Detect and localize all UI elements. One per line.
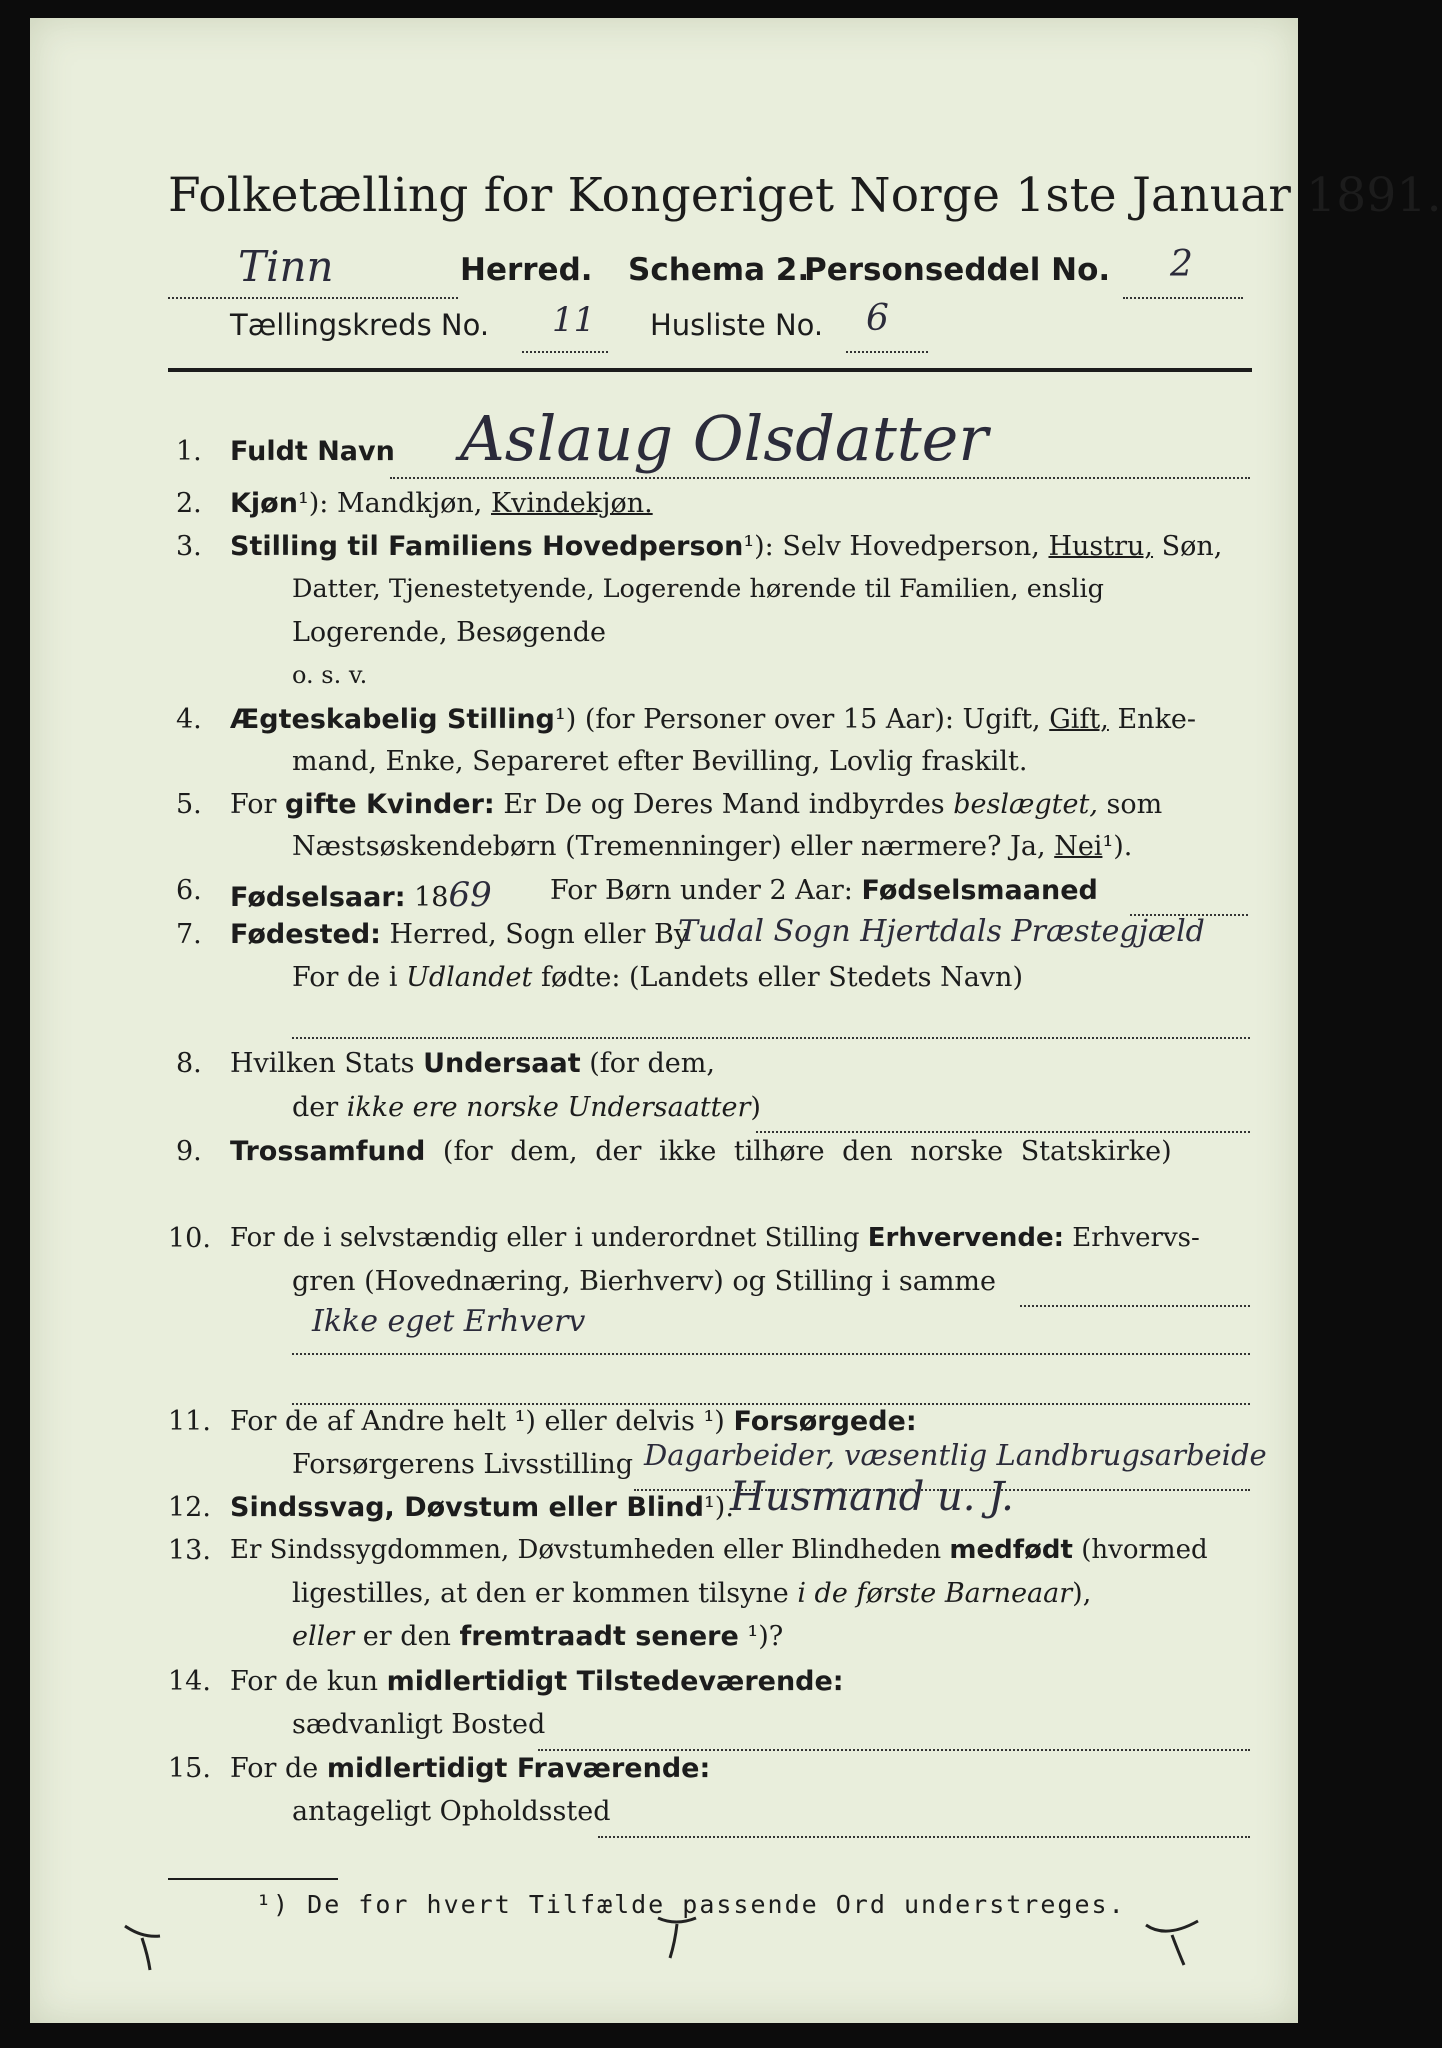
q15-number: 15. (168, 1753, 211, 1784)
q12-value: Husmand u. J. (730, 1474, 1014, 1520)
q9-number: 9. (176, 1136, 202, 1167)
q11-provider-value: Dagarbeider, væsentlig Landbrugsarbeide (644, 1438, 1267, 1472)
q13-number: 13. (168, 1535, 211, 1566)
q13-childhood: i de første Barneaar (797, 1578, 1073, 1609)
q5-pre: For (230, 789, 277, 820)
q5-related: beslægtet, (953, 789, 1098, 820)
q8-line-1 (230, 1048, 715, 1079)
q13-line-3 (292, 1621, 783, 1652)
census-form-page (30, 18, 1442, 2023)
husliste-label: Husliste No. (650, 308, 824, 342)
q11-label: Forsørgede: (733, 1406, 917, 1437)
q4-option-married: Gift, (1049, 704, 1109, 735)
q15-line-2: antageligt Opholdssted (292, 1796, 611, 1827)
q3-line-3: Logerende, Besøgende (292, 617, 606, 648)
q3-label: Stilling til Familiens Hovedperson (230, 531, 744, 562)
q15-label: midlertidigt Fraværende: (326, 1753, 711, 1784)
q4-rest-a: ¹) (for Personer over 15 Aar): Ugift, (554, 704, 1041, 735)
q11-number: 11. (168, 1406, 211, 1437)
q14-label: midlertidigt Tilstedeværende: (386, 1666, 844, 1697)
header-line-1 (168, 242, 1248, 294)
herred-label: Herred. (460, 252, 593, 288)
q3-line-4: o. s. v. (292, 661, 368, 689)
q3-line-2: Datter, Tjenestetyende, Logerende hørende til Familien, enslig (292, 574, 1104, 604)
q8-text-c: (for dem, (589, 1048, 715, 1079)
q13-sup: ¹)? (747, 1621, 784, 1652)
q2-label: Kjøn (230, 488, 298, 519)
q1-label: Fuldt Navn (230, 436, 395, 467)
q6-prefix: 18 (414, 882, 449, 913)
q8-line-2: der ikke ere norske Undersaatter) (292, 1092, 761, 1123)
q8-not-norwegian: ikke ere norske Undersaatter (346, 1092, 751, 1123)
q8-label: Undersaat (423, 1048, 581, 1079)
q14-line-2: sædvanligt Bosted (292, 1709, 546, 1740)
personseddel-label: Personseddel No. (804, 252, 1111, 288)
q3-sup: ¹): (743, 531, 774, 562)
q8-text-a: Hvilken Stats (230, 1048, 415, 1079)
q7-abroad: Udlandet (406, 962, 533, 993)
q6-label: Fødselsaar: (230, 882, 406, 913)
q3-option-son: Søn, (1161, 531, 1223, 562)
q12-label: Sindssvag, Døvstum eller Blind (230, 1492, 704, 1523)
registration-mark-right-icon (1140, 1913, 1210, 1973)
q4-rest-c: Enke- (1117, 704, 1197, 735)
q4-line-2: mand, Enke, Separeret efter Bevilling, Lovlig fraskilt. (292, 746, 1028, 777)
q14-text-a: For de kun (230, 1666, 378, 1697)
q5-answer-no: Nei (1054, 831, 1103, 862)
q11-text-a: For de af Andre helt ¹) eller delvis ¹) (230, 1406, 725, 1437)
q6-line-b (550, 875, 1098, 906)
q13-text-f: er den (362, 1621, 451, 1652)
q15-line-1 (230, 1753, 710, 1784)
q14-number: 14. (168, 1666, 211, 1697)
q12-sup: ¹). (703, 1492, 734, 1523)
q10-text-a: For de i selvstændig eller i underordnet Stilling (230, 1223, 860, 1253)
q5-sup: ¹). (1102, 831, 1133, 862)
q5-rest: Er De og Deres Mand indbyrdes (503, 789, 945, 820)
q6-month-label: Fødselsmaaned (861, 875, 1098, 906)
q7-label: Fødested: (230, 919, 381, 950)
q14-line-1 (230, 1666, 844, 1697)
q11-line-2: Forsørgerens Livsstilling (292, 1449, 634, 1480)
herred-value: Tinn (238, 242, 334, 291)
q7-line-2 (292, 962, 1023, 993)
header-line-2 (230, 298, 1130, 350)
q2-number: 2. (176, 488, 202, 519)
q13-text-d: ligestilles, at den er kommen tilsyne (292, 1578, 789, 1609)
q10-text-c: Erhvervs- (1072, 1223, 1200, 1253)
q4-line-1 (230, 704, 1196, 735)
q7-line-1 (230, 919, 689, 950)
q9-label: Trossamfund (230, 1136, 426, 1167)
q7-rest: Herred, Sogn eller By (389, 919, 690, 950)
footnote-rule (168, 1878, 338, 1880)
q1-number: 1. (176, 436, 202, 467)
q13-label: medfødt (949, 1535, 1073, 1565)
q13-later-label: fremtraadt senere (459, 1621, 739, 1652)
registration-mark-left-icon (120, 1918, 180, 1978)
q13-line-1 (230, 1535, 1208, 1565)
q13-or: eller (292, 1621, 355, 1652)
q13-text-c: (hvormed (1081, 1535, 1208, 1565)
q13-text-a: Er Sindssygdommen, Døvstumheden eller Blindheden (230, 1535, 942, 1565)
q11-line-1 (230, 1406, 917, 1437)
kreds-value: 11 (552, 300, 596, 340)
q2-line (230, 488, 653, 519)
q6-number: 6. (176, 875, 202, 906)
q2-option-female: Kvindekjøn. (491, 488, 653, 519)
q4-number: 4. (176, 704, 202, 735)
q3-number: 3. (176, 531, 202, 562)
schema-label: Schema 2. (628, 252, 810, 288)
kreds-label: Tællingskreds No. (230, 308, 490, 342)
q13-text-e: ), (1072, 1578, 1092, 1609)
form-title: Folketælling for Kongeriget Norge 1ste Januar 1891. (168, 168, 1442, 223)
q6-year-value: 69 (448, 875, 492, 915)
q9-line (230, 1136, 1172, 1167)
q7-number: 7. (176, 919, 202, 950)
q10-line-1 (230, 1223, 1200, 1253)
q10-occupation-value: Ikke eget Erhverv (312, 1304, 586, 1339)
registration-mark-center-icon (650, 1908, 710, 1968)
q4-label: Ægteskabelig Stilling (230, 704, 555, 735)
header-rule (168, 368, 1252, 372)
q5-number: 5. (176, 789, 202, 820)
q8-text-d: der (292, 1092, 339, 1123)
q5-rest-end: som (1106, 789, 1163, 820)
q6-line (230, 875, 492, 915)
q5-line-1 (230, 789, 1162, 820)
q5-question: Næstsøskendebørn (Tremenninger) eller nærmere? Ja, (292, 831, 1046, 862)
husliste-value: 6 (866, 298, 889, 339)
q8-number: 8. (176, 1048, 202, 1079)
q10-label: Erhvervende: (867, 1223, 1065, 1253)
q10-line-2: gren (Hovednæring, Bierhverv) og Stilling i samme (292, 1266, 997, 1297)
footnote: ¹) De for hvert Tilfælde passende Ord understreges. (256, 1890, 1126, 1919)
q13-line-2 (292, 1578, 1091, 1609)
q9-rest: (for dem, der ikke tilhøre den norske Statskirke) (442, 1136, 1172, 1167)
q3-option-wife: Hustru, (1048, 531, 1154, 562)
q5-label: gifte Kvinder: (285, 789, 495, 820)
q3-line-1 (230, 531, 1222, 562)
personseddel-value: 2 (1170, 244, 1193, 285)
q3-option-self: Selv Hovedperson, (782, 531, 1040, 562)
q7-line2-a: For de i (292, 962, 398, 993)
q7-line2-b: fødte: (Landets eller Stedets Navn) (540, 962, 1023, 993)
q10-number: 10. (168, 1223, 211, 1254)
q7-birthplace-value: Tudal Sogn Hjertdals Præstegjæld (678, 914, 1205, 949)
q5-line-2 (292, 831, 1132, 862)
q12-number: 12. (168, 1492, 211, 1523)
q6-middle: For Børn under 2 Aar: (550, 875, 853, 906)
q2-option-male: Mandkjøn, (337, 488, 483, 519)
q15-text-a: For de (230, 1753, 319, 1784)
q2-sup: ¹): (297, 488, 329, 519)
q12-line (230, 1492, 734, 1523)
q1-name-value: Aslaug Olsdatter (460, 402, 988, 475)
